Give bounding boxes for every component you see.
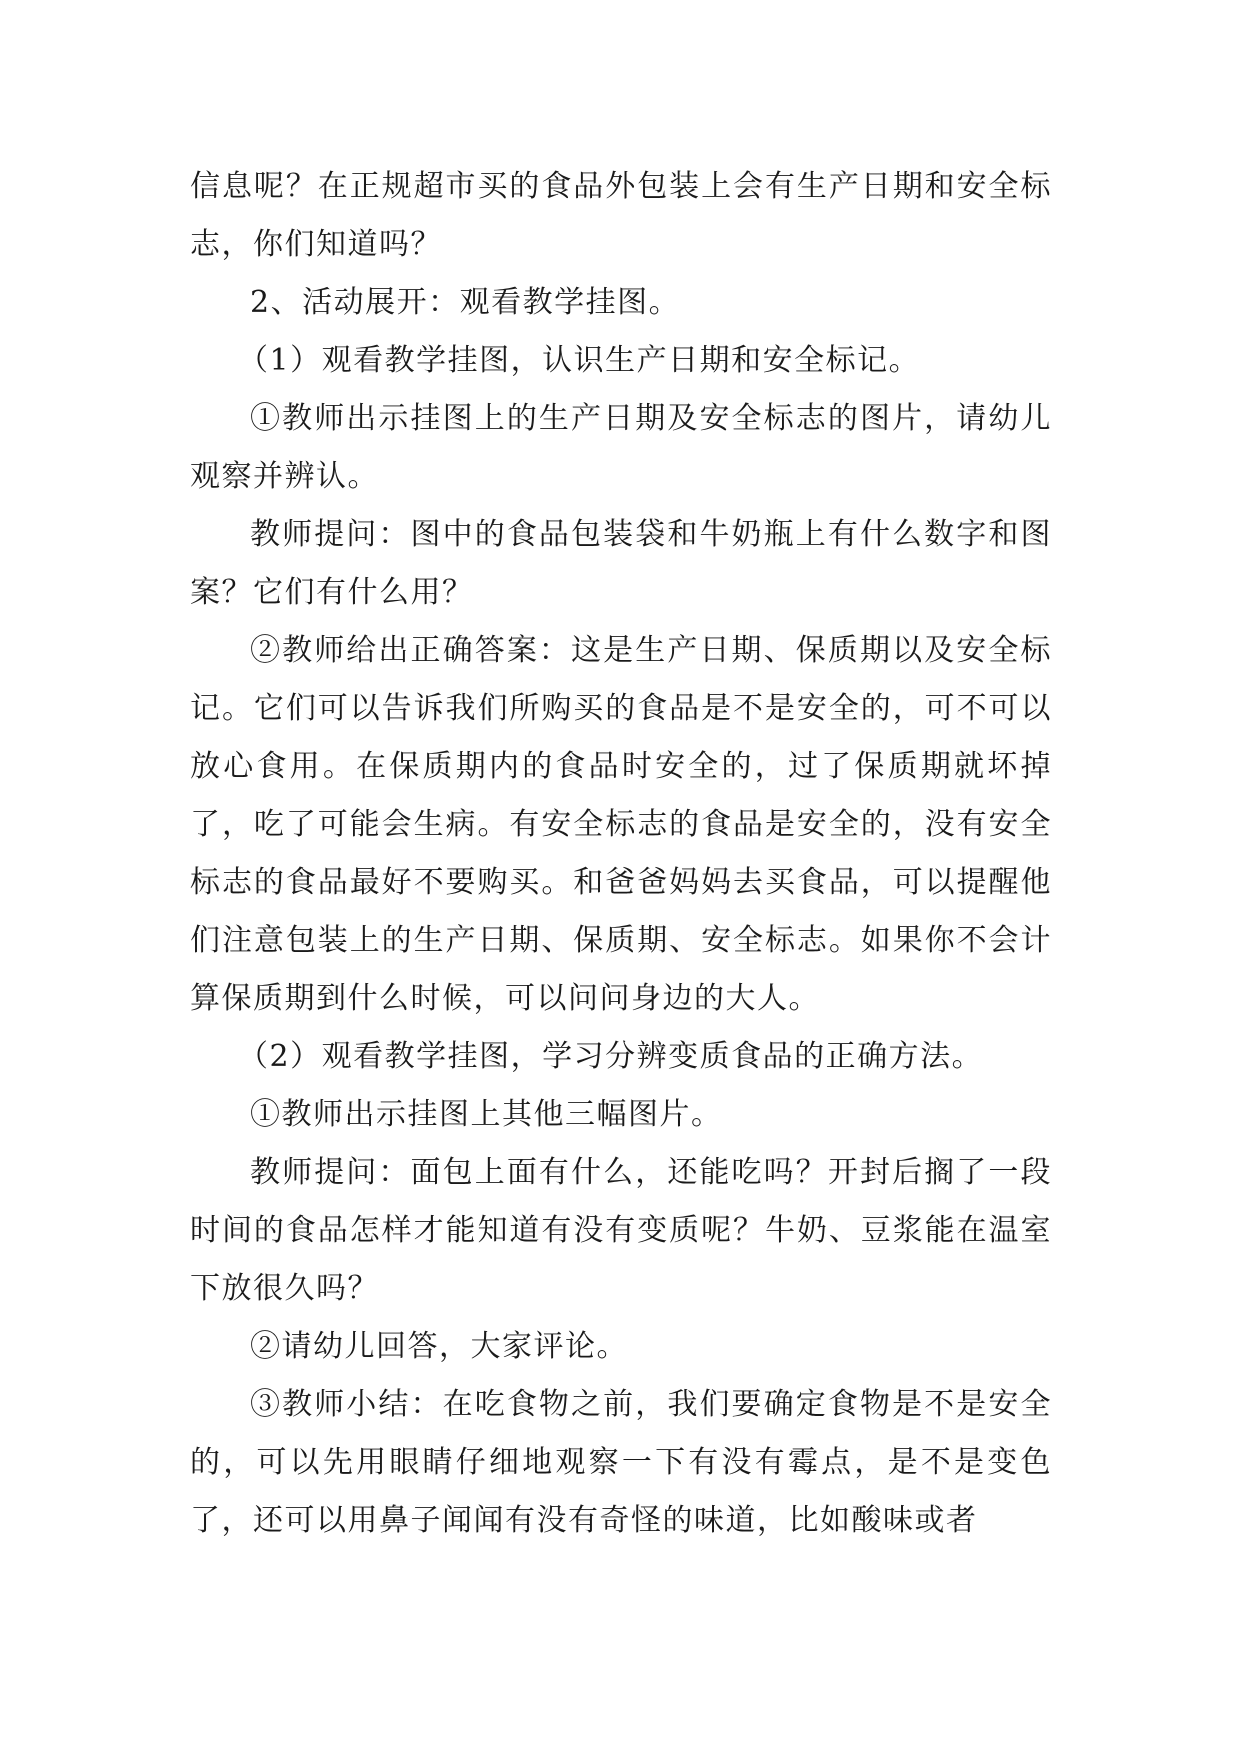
paragraph: ①教师出示挂图上的生产日期及安全标志的图片，请幼儿观察并辨认。 — [190, 401, 1052, 494]
document-body — [190, 158, 1052, 1550]
paragraph: （2）观看教学挂图，学习分辨变质食品的正确方法。 — [238, 1039, 984, 1074]
paragraph: 2、活动展开：观看教学挂图。 — [250, 285, 681, 320]
paragraph: ①教师出示挂图上其他三幅图片。 — [250, 1097, 723, 1132]
paragraph: 信息呢？在正规超市买的食品外包装上会有生产日期和安全标志，你们知道吗？ — [190, 169, 1052, 262]
paragraph: 教师提问：图中的食品包装袋和牛奶瓶上有什么数字和图案？它们有什么用？ — [190, 517, 1052, 610]
paragraph: ③教师小结：在吃食物之前，我们要确定食物是不是安全的，可以先用眼睛仔细地观察一下有没有霉点，是不是变色了，还可以用鼻子闻闻有没有奇怪的味道，比如酸味或者 — [190, 1387, 1052, 1538]
paragraph: 教师提问：面包上面有什么，还能吃吗？开封后搁了一段时间的食品怎样才能知道有没有变质呢？牛奶、豆浆能在温室下放很久吗？ — [190, 1155, 1052, 1306]
paragraph: ②请幼儿回答，大家评论。 — [250, 1329, 628, 1364]
paragraph: （1）观看教学挂图，认识生产日期和安全标记。 — [238, 343, 921, 378]
paragraph: ②教师给出正确答案：这是生产日期、保质期以及安全标记。它们可以告诉我们所购买的食品是不是安全的，可不可以放心食用。在保质期内的食品时安全的，过了保质期就坏掉了，吃了可能会生病。有安全标志的食品是安全的，没有安全标志的食品最好不要购买。和爸爸妈妈去买食品，可以提醒他们注意包装上的生产日期、保质期、安全标志。如果你不会计算保质期到什么时候，可以问问身边的大人。 — [190, 633, 1052, 1016]
